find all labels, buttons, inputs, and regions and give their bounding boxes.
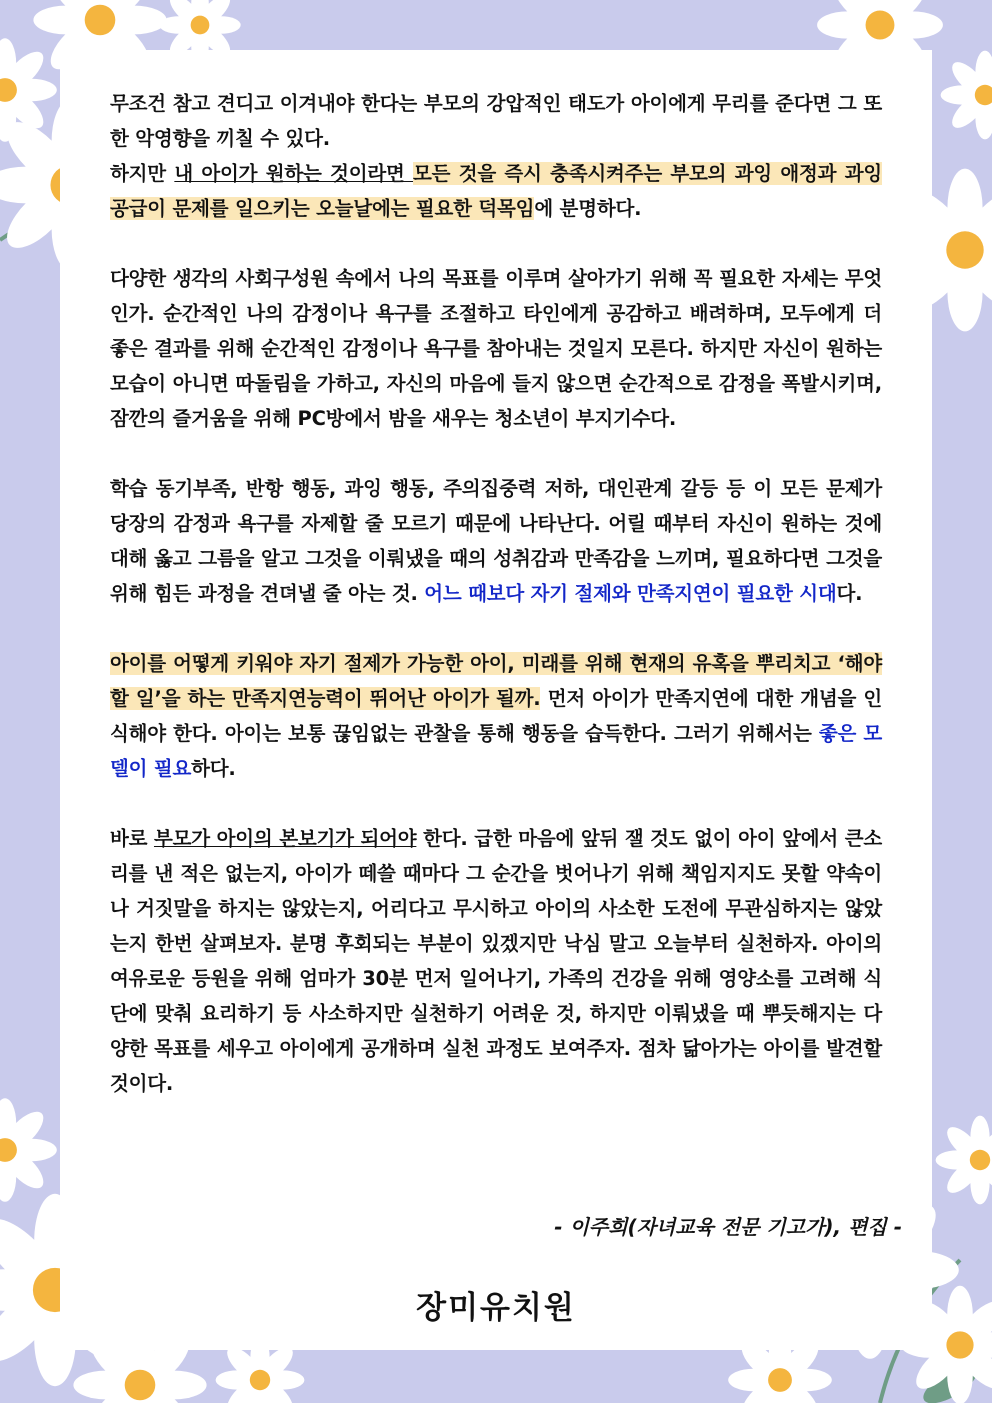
paragraph-4-text: 먼저 아이가 만족지연에 대한 개념을 인식해야 한다. 아이는 보통 끊임없는 관찰을 통해 행동을 습득한다. 그러기 위해서는	[110, 687, 882, 745]
paragraph-3-text: 학습 동기부족, 반항 행동, 과잉 행동, 주의집중력 저하, 대인관계 갈등 등 이 모든 문제가 당장의 감정과 욕구를 자제할 줄 모르기 때문에 나타난다. 어릴 때부터 자신이 원하는 것에 대해 옳고 그름을 알고 그것을 이뤄냈을 때의 성취감과 만족감을 느끼며, 필요하다면 그것을 위해 힘든 과정을 견뎌낼 줄 아는 것.	[110, 477, 882, 605]
paragraph-4	[110, 646, 882, 786]
underlined-phrase: 내 아이가 원하는 것이라면	[174, 162, 414, 185]
paragraph-2: 다양한 생각의 사회구성원 속에서 나의 목표를 이루며 살아가기 위해 꼭 필요한 자세는 무엇인가. 순간적인 나의 감정이나 욕구를 조절하고 타인에게 공감하고 배려하며, 모두에게 더 좋은 결과를 위해 순간적인 감정이나 욕구를 참아내는 것일지 모른다. 하지만 자신이 원하는 모습이 아니면 따돌림을 가하고, 자신의 마음에 들지 않으면 순간적으로 감정을 폭발시키며, 잠깐의 즐거움을 위해 PC방에서 밤을 새우는 청소년이 부지기수다.	[110, 267, 882, 430]
paragraph-5	[110, 821, 882, 1101]
paragraph-1-text: 무조건 참고 견디고 이겨내야 한다는 부모의 강압적인 태도가 아이에게 무리를 준다면 그 또한 악영향을 끼칠 수 있다.	[110, 92, 882, 150]
school-name: 장미유치원	[416, 1290, 576, 1326]
paragraph-1-end: 에 분명하다.	[534, 197, 642, 220]
blue-phrase: 좋은 모델이 필요	[110, 722, 883, 780]
author-signature: - 이주희(자녀교육 전문 기고가), 편집 -	[554, 1215, 902, 1239]
underlined-phrase: 부모가 아이의 본보기가 되어야	[153, 827, 417, 850]
paragraph-3-end: 다.	[836, 582, 863, 605]
paragraph-4-end: 하다.	[191, 757, 236, 780]
article-body	[110, 86, 882, 1136]
highlighted-question: 아이를 어떻게 키워야 자기 절제가 가능한 아이, 미래를 위해 현재의 유혹을 뿌리치고 ‘해야 할 일’을 하는 만족지연능력이 뛰어난 아이가 될까.	[110, 652, 882, 710]
paragraph-5-text: 한다. 급한 마음에 앞뒤 잴 것도 없이 아이 앞에서 큰소리를 낸 적은 없는지, 아이가 떼쓸 때마다 그 순간을 벗어나기 위해 책임지지도 못할 약속이나 거짓말을 하지는 않았는지, 어리다고 무시하고 아이의 사소한 도전에 무관심하지는 않았는지 한번 살펴보자. 분명 후회되는 부분이 있겠지만 낙심 말고 오늘부터 실천하자. 아이의 여유로운 등원을 위해 엄마가 30분 먼저 일어나기, 가족의 건강을 위해 영양소를 고려해 식단에 맞춰 요리하기 등 사소하지만 실천하기 어려운 것, 하지만 이뤄냈을 때 뿌듯해지는 다양한 목표를 세우고 아이에게 공개하며 실천 과정도 보여주자. 점차 닮아가는 아이를 발견할 것이다.	[110, 827, 882, 1095]
paragraph-3	[110, 471, 882, 611]
paragraph-5-lead: 바로	[110, 827, 154, 850]
paragraph-1	[110, 86, 882, 226]
highlighted-phrase: 모든 것을 즉시 충족시켜주는 부모의 과잉 애정과 과잉 공급이 문제를 일으키는 오늘날에는 필요한 덕목임	[110, 162, 883, 220]
paragraph-1-lead: 하지만	[110, 162, 175, 185]
blue-phrase: 어느 때보다 자기 절제와 만족지연이 필요한 시대	[424, 582, 837, 605]
